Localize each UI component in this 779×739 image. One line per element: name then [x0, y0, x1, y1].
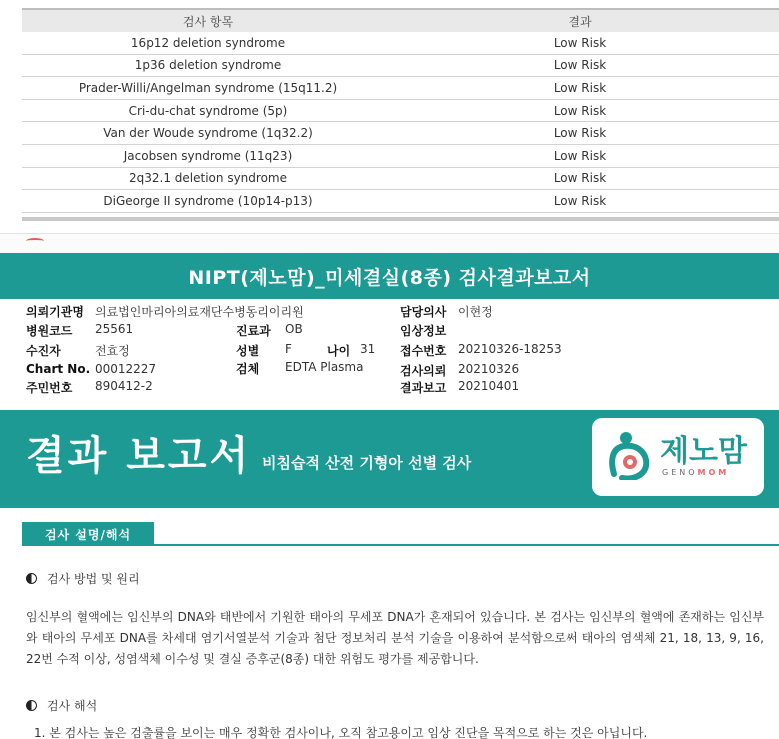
report-date-value: 20210401: [458, 379, 520, 393]
interpretation-note-1: 1. 본 검사는 높은 검출률을 보이는 매우 정확한 검사이나, 오직 참고용이고 임상 진단을 목적으로 하는 것은 아닙니다.: [34, 726, 648, 739]
logo-subtext-geno: GENO: [662, 468, 698, 477]
table-row: [22, 77, 779, 100]
hospital-code-label: 병원코드: [26, 324, 73, 338]
institution-label: 의뢰기관명: [26, 305, 84, 319]
report-title: NIPT(제노맘)_미세결실(8종) 검사결과보고서: [188, 266, 591, 289]
department-value: OB: [285, 322, 303, 336]
header-result: 결과: [568, 14, 592, 29]
half-circle-icon: [26, 700, 37, 711]
row-test-name: Jacobsen syndrome (11q23): [123, 148, 293, 163]
sex-value: F: [285, 342, 292, 356]
row-test-name: 2q32.1 deletion syndrome: [129, 171, 287, 186]
row-result: Low Risk: [553, 80, 607, 95]
age-label: 나이: [327, 344, 351, 358]
row-result: Low Risk: [553, 148, 607, 163]
logo-wordmark: 제노맘: [660, 434, 747, 469]
row-result: Low Risk: [553, 193, 607, 208]
hospital-code-value: 25561: [95, 322, 134, 336]
report-date-label: 결과보고: [400, 381, 447, 395]
result-report-banner: [0, 410, 779, 508]
row-result: Low Risk: [553, 126, 607, 141]
interpretation-heading: [26, 697, 97, 714]
doctor-label: 담당의사: [400, 305, 447, 319]
header-test-item: 검사 항목: [182, 14, 234, 29]
row-result: Low Risk: [553, 35, 607, 50]
receipt-number-value: 20210326-18253: [458, 342, 562, 356]
patient-value: 전효정: [95, 344, 130, 358]
logo-subtext-mom: MOM: [697, 468, 730, 477]
row-test-name: Cri-du-chat syndrome (5p): [128, 103, 288, 118]
clinical-info-label: 임상정보: [400, 324, 447, 338]
interpretation-heading-text: 검사 해석: [47, 699, 98, 713]
row-result: Low Risk: [553, 103, 607, 118]
table-header: [22, 8, 779, 32]
page-edge-mark: [26, 238, 44, 244]
method-heading-text: 검사 방법 및 원리: [47, 572, 140, 586]
chart-no-label: Chart No.: [26, 362, 91, 376]
table-row: [22, 145, 779, 168]
institution-value: 의료법인마리아의료재단수병동리이리원: [95, 305, 304, 319]
table-row: [22, 122, 779, 145]
sex-label: 성별: [236, 344, 260, 358]
id-number-label: 주민번호: [26, 381, 73, 395]
section-tab: 검사 설명/해석: [22, 522, 154, 546]
specimen-label: 검체: [236, 362, 260, 376]
row-test-name: Prader-Willi/Angelman syndrome (15q11.2): [78, 80, 338, 95]
row-result: Low Risk: [553, 58, 607, 73]
table-row: [22, 168, 779, 191]
section-bar: [22, 522, 779, 546]
report-title-band: [0, 253, 779, 299]
genomom-logo-icon: [608, 430, 652, 480]
patient-label: 수진자: [26, 344, 61, 358]
table-row: [22, 190, 779, 213]
row-test-name: DiGeorge II syndrome (10p14-p13): [103, 193, 313, 208]
banner-subtitle: 비침습적 산전 기형아 선별 검사: [262, 454, 472, 472]
table-row: [22, 100, 779, 123]
receipt-number-label: 접수번호: [400, 344, 447, 358]
table-row: [22, 32, 779, 55]
age-value: 31: [360, 342, 376, 356]
row-result: Low Risk: [553, 171, 607, 186]
method-description: 임신부의 혈액에는 임신부의 DNA와 태반에서 기원한 태아의 무세포 DNA가 혼재되어 있습니다. 본 검사는 임신부의 혈액에 존재하는 임신부와 태아의 무세포 DNA를 차세대 염기서열분석 기술과 첨단 정보처리 분석 기술을 이용하여 분석함으로써 태아의 염색체 21, 18, 13, 9, 16, 22번 수적 이상, 성염색체 이수성 및 결실 증후군(8종) 대한 위험도 평가를 제공합니다.: [26, 610, 764, 666]
doctor-value: 이현정: [458, 305, 493, 319]
half-circle-icon: [26, 573, 37, 584]
row-test-name: 16p12 deletion syndrome: [130, 35, 286, 50]
row-test-name: 1p36 deletion syndrome: [134, 58, 282, 73]
department-label: 진료과: [236, 324, 271, 338]
table-bottom-rule: [22, 217, 779, 221]
chart-no-value: 00012227: [95, 362, 157, 376]
row-test-name: Van der Woude syndrome (1q32.2): [103, 126, 313, 141]
id-number-value: 890412-2: [95, 379, 153, 393]
method-heading: [26, 570, 140, 587]
specimen-value: EDTA Plasma: [285, 360, 364, 374]
banner-title: 결과 보고서: [26, 433, 252, 479]
genomom-logo: [592, 418, 764, 496]
logo-subtext: [662, 468, 729, 477]
page-break-divider: [0, 233, 779, 253]
request-date-value: 20210326: [458, 362, 520, 376]
patient-info-grid: [0, 299, 779, 410]
table-row: [22, 55, 779, 78]
request-date-label: 검사의뢰: [400, 364, 447, 378]
results-table: [22, 8, 779, 221]
